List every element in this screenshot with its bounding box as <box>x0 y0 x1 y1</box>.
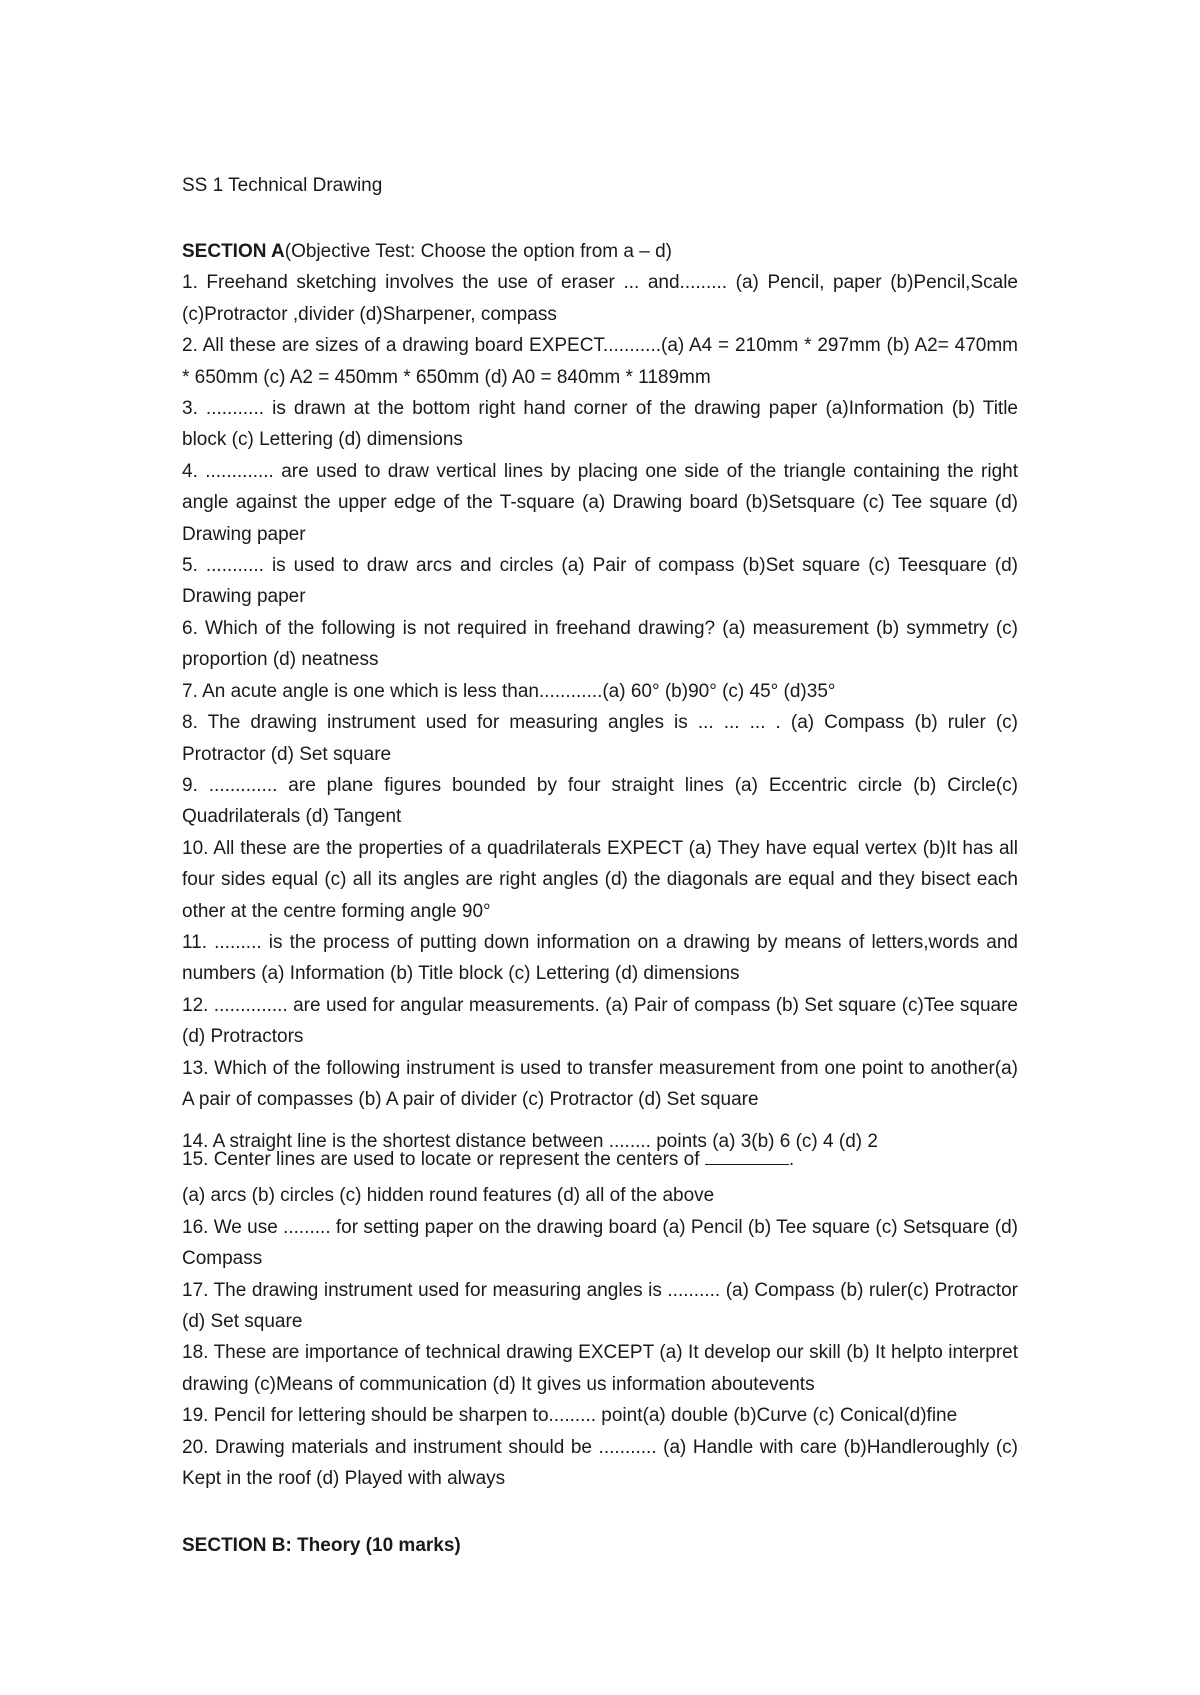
question-19: 19. Pencil for lettering should be sharpen to......... point(a) double (b)Curve (c) Conical(d)fine <box>182 1405 958 1427</box>
section-a-heading <box>182 236 1018 267</box>
answer-blank <box>705 1150 789 1165</box>
question-11: 11. ......... is the process of putting down information on a drawing by means of letters,words and numbers (a) Information (b) Title block (c) Lettering (d) dimensions <box>182 931 1018 985</box>
section-a-instruction: (Objective Test: Choose the option from a – d) <box>284 241 672 262</box>
question-7: 7. An acute angle is one which is less than............(a) 60° (b)90° (c) 45° (d)35° <box>182 680 836 702</box>
question-15 <box>182 1149 1018 1171</box>
question-6: 6. Which of the following is not required in freehand drawing? (a) measurement (b) symmetry (c) proportion (d) neatness <box>182 617 1018 671</box>
question-17: 17. The drawing instrument used for measuring angles is .......... (a) Compass (b) ruler(c) Protractor (d) Set square <box>182 1279 1018 1332</box>
question-10: 10. All these are the properties of a quadrilaterals EXPECT (a) They have equal vertex (b)It has all four sides equal (c) all its angles are right angles (d) the diagonals are equal and they bisect each other at the centre forming angle 90° <box>182 837 1018 922</box>
question-5: 5. ........... is used to draw arcs and circles (a) Pair of compass (b)Set square (c) Teesquare (d) Drawing paper <box>182 555 1018 608</box>
question-12: 12. .............. are used for angular measurements. (a) Pair of compass (b) Set square (c)Tee square (d) Protractors <box>182 994 1018 1048</box>
question-18: 18. These are importance of technical drawing EXCEPT (a) It develop our skill (b) It helpto interpret drawing (c)Means of communication (d) It gives us information aboutevents <box>182 1342 1018 1395</box>
question-13: 13. Which of the following instrument is used to transfer measurement from one point to another(a) A pair of compasses (b) A pair of divider (c) Protractor (d) Set square <box>182 1057 1018 1110</box>
question-16: 16. We use ......... for setting paper on the drawing board (a) Pencil (b) Tee square (c) Setsquare (d) Compass <box>182 1216 1018 1270</box>
document-title: SS 1 Technical Drawing <box>182 175 383 196</box>
question-15-text: 15. Center lines are used to locate or represent the centers of <box>182 1149 700 1171</box>
question-2: 2. All these are sizes of a drawing board EXPECT...........(a) A4 = 210mm * 297mm (b) A2= 470mm * 650mm (c) A2 = 450mm * 650mm (d) A0 = 840mm * 1189mm <box>182 335 1018 388</box>
question-4: 4. ............. are used to draw vertical lines by placing one side of the triangle containing the right angle against the upper edge of the T-square (a) Drawing board (b)Setsquare (c) Tee square (d) Drawing paper <box>182 460 1018 545</box>
question-15-options: (a) arcs (b) circles (c) hidden round features (d) all of the above <box>182 1185 715 1207</box>
question-20: 20. Drawing materials and instrument should be ........... (a) Handle with care (b)Handleroughly (c) Kept in the roof (d) Played with always <box>182 1436 1018 1490</box>
question-9: 9. ............. are plane figures bounded by four straight lines (a) Eccentric circle (b) Circle(c) Quadrilaterals (d) Tangent <box>182 774 1018 828</box>
question-1: 1. Freehand sketching involves the use of eraser ... and......... (a) Pencil, paper (b)Pencil,Scale (c)Protractor ,divider (d)Sharpener, compass <box>182 272 1018 325</box>
question-14: 14. A straight line is the shortest distance between ........ points (a) 3(b) 6 (c) 4 (d) 2 <box>182 1131 878 1153</box>
question-8: 8. The drawing instrument used for measuring angles is ... ... ... . (a) Compass (b) ruler (c) Protractor (d) Set square <box>182 712 1018 765</box>
question-15-suffix: . <box>788 1149 795 1171</box>
question-3: 3. ........... is drawn at the bottom right hand corner of the drawing paper (a)Information (b) Title block (c) Lettering (d) dimensions <box>182 398 1018 451</box>
section-b-heading: SECTION B: Theory (10 marks) <box>182 1535 461 1557</box>
section-a-label: SECTION A <box>182 241 285 262</box>
